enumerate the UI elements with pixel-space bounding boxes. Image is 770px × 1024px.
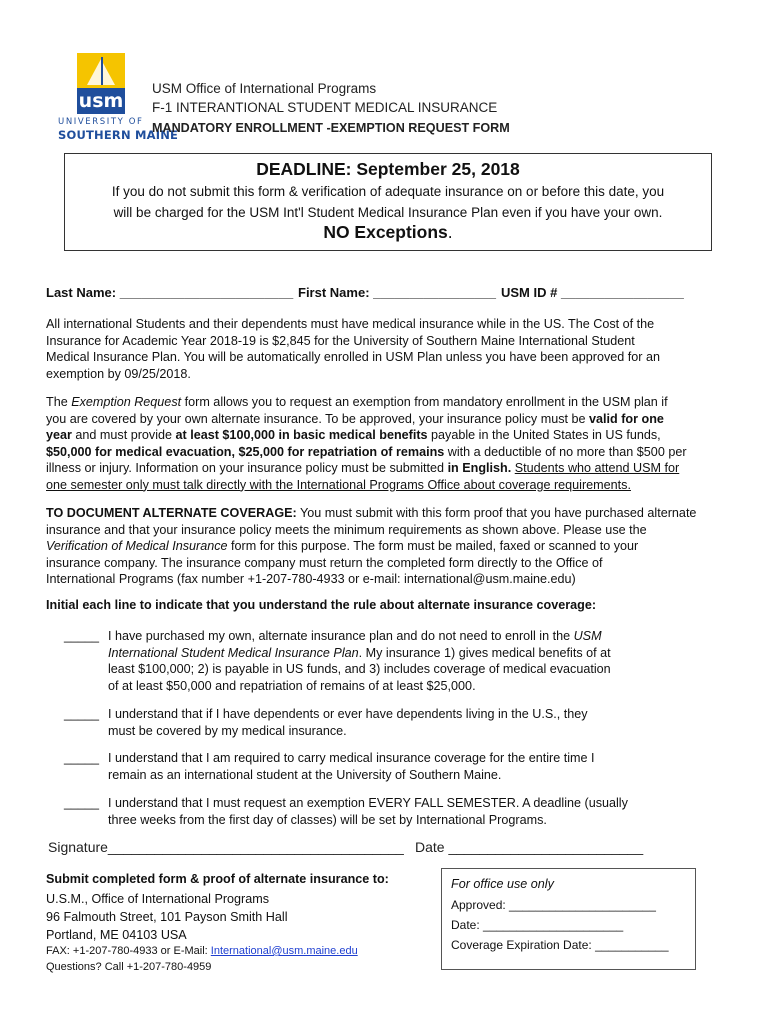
submit-heading: Submit completed form & proof of alternate insurance to:	[46, 872, 389, 886]
initial-blank-3[interactable]: _____	[64, 751, 100, 765]
logo-university-of: UNIVERSITY OF	[58, 117, 144, 127]
rule-item-4: I understand that I must request an exemption EVERY FALL SEMESTER. A deadline (usually three weeks from the first day of classes) will be set by International Programs.	[108, 796, 628, 827]
usm-id-field[interactable]: USM ID # _________________	[501, 285, 684, 300]
submit-office: U.S.M., Office of International Programs	[46, 892, 270, 906]
header-office: USM Office of International Programs	[152, 81, 377, 96]
date-field[interactable]: Date _________________________	[415, 839, 644, 855]
rule-item-2: I understand that if I have dependents or ever have dependents living in the U.S., they must be covered by my medical insurance.	[108, 707, 588, 738]
submit-questions: Questions? Call +1-207-780-4959	[46, 961, 212, 973]
initial-blank-1[interactable]: _____	[64, 629, 100, 643]
signature-field[interactable]: Signature______________________________________	[48, 839, 404, 855]
initial-blank-2[interactable]: _____	[64, 707, 100, 721]
office-date: Date: _____________________	[451, 918, 624, 932]
initial-heading: Initial each line to indicate that you understand the rule about alternate insurance coverage:	[46, 598, 597, 612]
submit-city: Portland, ME 04103 USA	[46, 928, 187, 942]
deadline-text-1: If you do not submit this form & verification of adequate insurance on or before this date, you	[111, 184, 665, 199]
initial-blank-4[interactable]: _____	[64, 796, 100, 810]
office-coverage-expiration: Coverage Expiration Date: ___________	[451, 938, 669, 952]
header-form-title: MANDATORY ENROLLMENT -EXEMPTION REQUEST FORM	[152, 121, 510, 135]
header-insurance: F-1 INTERANTIONAL STUDENT MEDICAL INSURANCE	[152, 100, 498, 115]
no-exceptions: NO Exceptions.	[323, 222, 453, 242]
deadline-text-2: will be charged for the USM Int'l Student Medical Insurance Plan even if you have your own.	[113, 205, 663, 220]
rule-item-3: I understand that I am required to carry medical insurance coverage for the entire time I remain as an international student at the University of Southern Maine.	[108, 751, 595, 782]
sailboat-icon	[77, 53, 125, 89]
logo-abbr: usm	[78, 90, 124, 112]
submit-street: 96 Falmouth Street, 101 Payson Smith Hall	[46, 910, 288, 924]
email-link[interactable]: International@usm.maine.edu	[210, 945, 358, 957]
logo-southern-maine: SOUTHERN MAINE	[58, 128, 179, 142]
deadline-title: DEADLINE: September 25, 2018	[256, 159, 520, 179]
alternate-coverage-paragraph: TO DOCUMENT ALTERNATE COVERAGE: You must submit with this form proof that you have purchased alternate insurance and that your insurance policy meets the minimum requirements as shown above. Please use the Verification of Medical Insurance form for this purpose. The form must be mailed, faxed or scanned to your insurance company. The insurance company must return the completed form directly to the Office of International Programs (fax number +1-207-780-4933 or e-mail: international@usm.maine.edu)	[46, 506, 697, 586]
rule-item-1: I have purchased my own, alternate insurance plan and do not need to enroll in the USM International Student Medical Insurance Plan. My insurance 1) gives medical benefits of at least $100,000; 2) is payable in US funds, and 3) includes coverage of medical evacuation of at least $50,000 and repatriation of remains of at least $25,000.	[108, 629, 611, 693]
office-use-title: For office use only	[451, 877, 554, 891]
office-approved: Approved: ______________________	[451, 898, 656, 912]
exemption-paragraph: The Exemption Request form allows you to request an exemption from mandatory enrollment in the USM plan if you are covered by your own alternate insurance. To be approved, your insurance policy must be valid for one year and must provide at least $100,000 in basic medical benefits payable in the United States in US funds, $50,000 for medical evacuation, $25,000 for repatriation of remains with a deductible of no more than $500 per illness or injury. Information on your insurance policy must be submitted in English. Students who attend USM for one semester only must talk directly with the International Programs Office about coverage requirements.	[46, 395, 687, 492]
last-name-field[interactable]: Last Name: ________________________	[46, 285, 294, 300]
submit-fax-email: FAX: +1-207-780-4933 or E-Mail: International@usm.maine.edu	[46, 945, 358, 957]
first-name-field[interactable]: First Name: _________________	[298, 285, 497, 300]
policy-paragraph: All international Students and their dependents must have medical insurance while in the US. The Cost of the Insurance for Academic Year 2018-19 is $2,845 for the University of Southern Maine International Student Medical Insurance Plan. You will be automatically enrolled in USM Plan unless you have been approved for an exemption by 09/25/2018.	[46, 317, 660, 381]
